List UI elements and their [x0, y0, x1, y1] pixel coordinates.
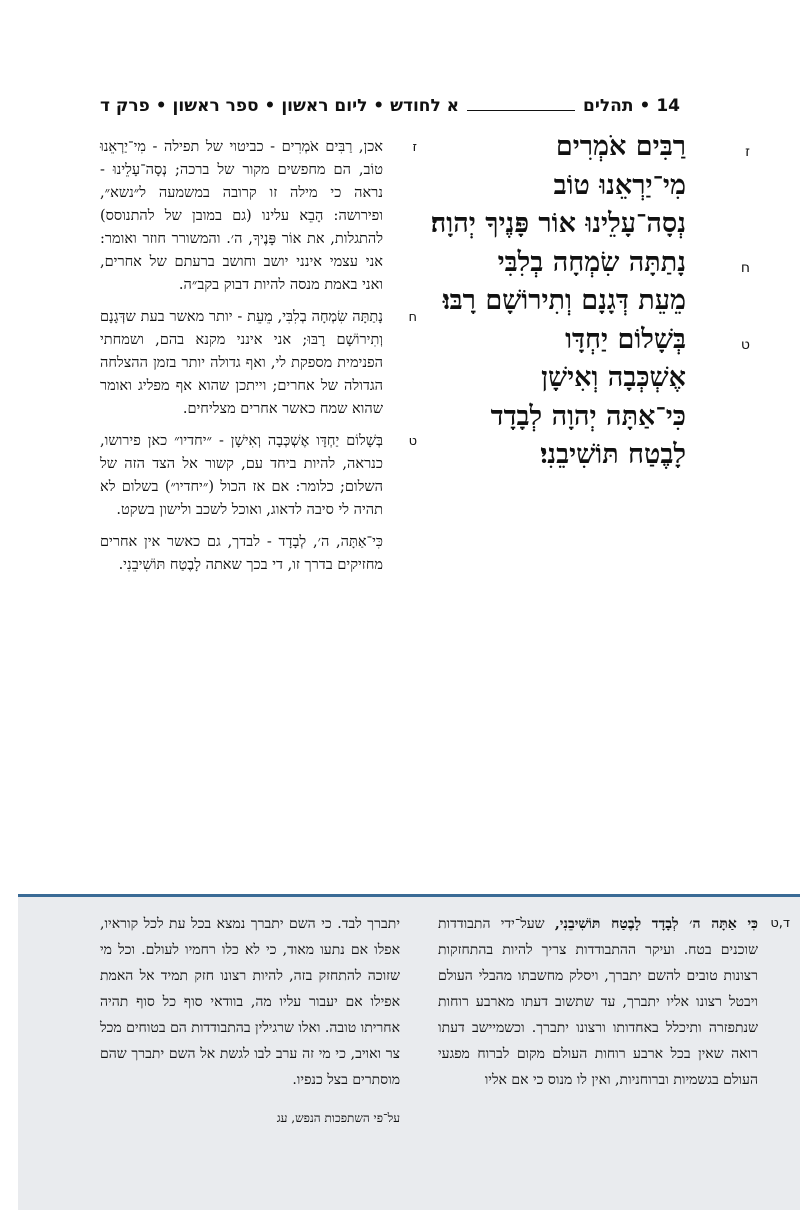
header-bullet: •: [639, 96, 651, 116]
footer-text: שעל־ידי התבודדות שוכנים בטח. ועיקר ההתבודדות צריך להיות בהתחזקות רצונות טובים להשם יתברך, ויסלק מחשבתו מהבלי העולם ויבטל רצונו אליו יתברך, עד שתשוב דעתו מארבע רוחות שנתפזרה ותיכלל באחדותו ורצונו יתברך. וכשמיישב דעתו רואה שאין בכל ארבע רוחות העולם מקום לברוח מפגעי העולם בגשמיות וברוחניות, ואין לו מנוס כי אם אליו: [438, 916, 758, 1088]
commentary-verse-number: ז: [412, 140, 417, 155]
footer-text: יתברך לבד. כי השם יתברך נמצא בכל עת לכל קוראיו, אפלו אם נתעו מאוד, כי לא כלו רחמיו לעולם. וכל מי שזוכה להתחזק בזה, להיות רצונו חזק תמיד אל האמת אפילו אם יעבור עליו מה, בוודאי סוף כל סוף תהיה אחריתו טובה. ואלו שרגילין בהתבודדות הם בטוחים מכל צר ואויב, כי מי זה ערב לבו לגשת אל השם יתברך שהם מוסתרים בצל כנפיו.: [100, 916, 400, 1088]
footer-verse-ref: ד,ט: [770, 916, 790, 931]
verse-text: רַבִּים אֹמְרִים: [555, 131, 686, 162]
verse-line: [386, 398, 686, 437]
verse-text: מֵעֵת דְּגָנָם וְתִירוֹשָׁם רָבּוּ׃: [442, 285, 686, 316]
commentary-text: בְּשָׁלוֹם יַחְדָּו אֶשְׁכְּבָה וְאִישָׁן - ״יחדיו״ כאן פירושו, כנראה, להיות ביחד עם, קשור אל הצד הזה של השלום; כלומר: אם אז הכול (״יחדיו״) בשלום לא תהיה לי סיבה לדאוג, ואוכל לשכב ולישון בשקט.: [100, 433, 383, 518]
footer-phrase: כִּי אַתָּה ה׳ לְבָדָד לָבֶטַח תּוֹשִׁיבֵנִי,: [554, 916, 758, 932]
footer-column-right: [438, 911, 790, 1093]
verse-line: [386, 436, 686, 475]
verse-text: לָבֶטַח תּוֹשִׁיבֵנִי׃: [540, 439, 686, 470]
verse-line: [386, 205, 686, 244]
verse-line: [386, 359, 686, 398]
header-rule: [467, 110, 575, 111]
verse-line: [386, 244, 750, 283]
verse-text: בְּשָׁלוֹם יַחְדָּו: [565, 323, 686, 355]
verse-number: ח: [740, 259, 750, 276]
commentary-verse-number: ט: [408, 434, 417, 449]
psalm-verses: [386, 128, 750, 475]
book-name: תהלים: [583, 96, 634, 116]
verse-text: מִי־יַרְאֵנוּ טוֹב: [553, 169, 686, 201]
page-header: [100, 86, 680, 116]
commentary-text: כִּי־אַתָּה, ה׳, לְבָדָד - לבדך, גם כאשר אין אחרים מחזיקים בדרך זו, די בכך שאתה לָבֶטַח תּוֹשִׁיבֵנִי.: [100, 534, 383, 573]
commentary-paragraph: [100, 531, 383, 577]
day-reading: א לחודש • ליום ראשון • ספר ראשון • פרק ד: [100, 96, 460, 116]
verse-text: כִּי־אַתָּה יְהוָה לְבָדָד: [490, 400, 686, 432]
commentary-verse-number: ח: [408, 310, 417, 325]
commentary-text: נָתַתָּה שִׂמְחָה בְלִבִּי, מֵעֵת - יותר מאשר בעת שדְּגָנָם וְתִירוֹשָׁם רָבּוּ; אני אינני מקנא בהם, ושמחתי הפנימית מספקת לי, ואף גדולה יותר בזמן ההצלחה הגדולה של אחרים; וייתכן שהוא אף מפליג ואומר שהוא שמח כאשר אחרים מצליחים.: [100, 309, 383, 417]
verse-text: נָתַתָּה שִׂמְחָה בְלִבִּי: [497, 246, 686, 278]
footer-source: על־פי השתפכות הנפש, עג: [276, 1111, 400, 1125]
verse-line: [386, 321, 750, 360]
verse-text: אֶשְׁכְּבָה וְאִישָׁן: [541, 362, 686, 393]
verse-line: [386, 282, 686, 321]
verse-number: ט: [740, 336, 750, 353]
footer-column-left: [100, 911, 400, 1131]
commentary-paragraph: [100, 430, 417, 522]
commentary-paragraph: [100, 136, 417, 297]
verse-number: ז: [745, 144, 750, 160]
commentary-column: [100, 136, 417, 586]
verse-line: [386, 128, 750, 167]
verse-line: [386, 167, 686, 206]
commentary-text: אכן, רַבִּים אֹמְרִים - כביטוי של תפילה - מִי־יַרְאֵנוּ טוֹב, הם מחפשים מקור של ברכה; נְסָה־עָלֵינוּ - נראה כי מילה זו קרובה במשמעה ל״נשא״, ופירושה: הָבֵא עלינו (גם במובן של להתנוסס) להתגלות, את אוֹר פָּנֶיךָ, ה׳. והמשורר חוזר ואומר: אני עצמי אינני יושב וחושב ברעתם של אחרים, ואני באמת מנסה להיות דבוק בקב״ה.: [100, 139, 383, 293]
verse-text: נְסָה־עָלֵינוּ אוֹר פָּנֶיךָ יְהוָה׃: [430, 208, 686, 239]
page-number: 14: [656, 96, 680, 116]
footer-commentary-box: [18, 894, 800, 1210]
commentary-paragraph: [100, 306, 417, 421]
